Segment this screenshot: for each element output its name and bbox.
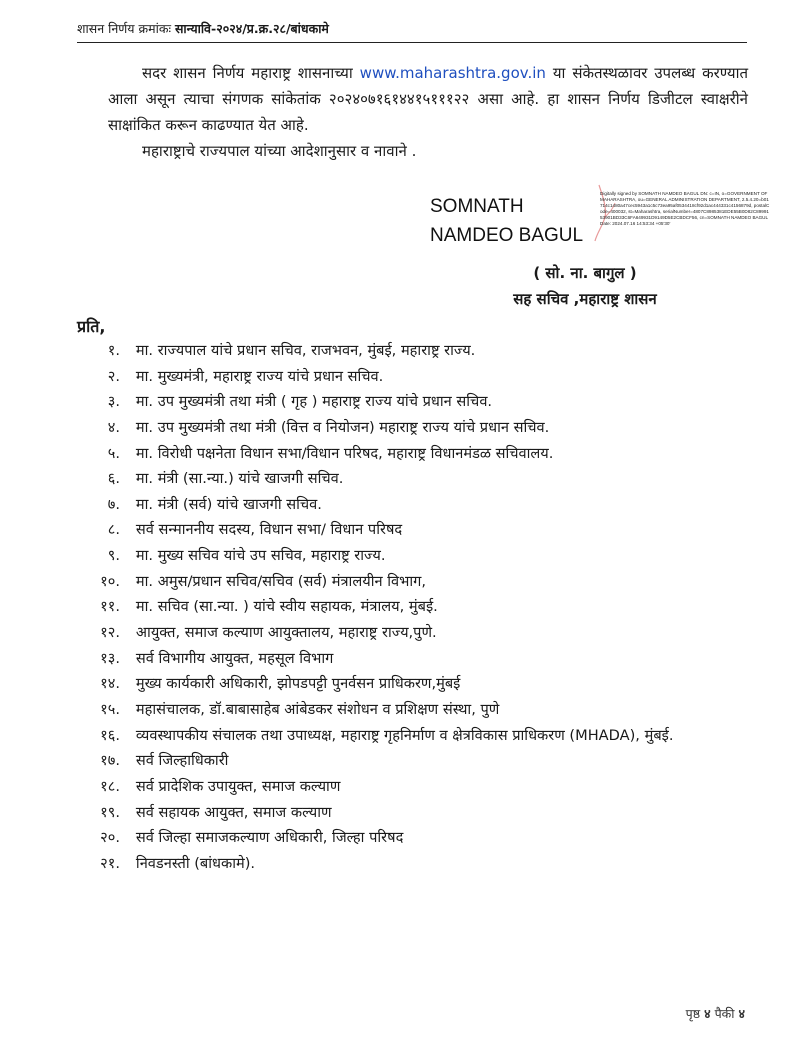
recipient-text: मा. मुख्यमंत्री, महाराष्ट्र राज्य यांचे प्रधान सचिव.: [135, 367, 384, 385]
recipient-text: मा. मंत्री (सर्व) यांचे खाजगी सचिव.: [135, 495, 322, 513]
recipient-item: [80, 338, 770, 364]
recipient-text: व्यवस्थापकीय संचालक तथा उपाध्यक्ष, महाराष्ट्र गृहनिर्माण व क्षेत्रविकास प्राधिकरण (MHADA), मुंबई.: [135, 726, 674, 744]
recipient-number: १७.: [100, 752, 120, 770]
recipient-text: सर्व सहायक आयुक्त, समाज कल्याण: [135, 803, 332, 821]
recipient-text: मा. विरोधी पक्षनेता विधान सभा/विधान परिषद, महाराष्ट्र विधानमंडळ सचिवालय.: [135, 444, 554, 462]
recipient-number: १४.: [100, 675, 120, 693]
page-label: पृष्ठ: [685, 1006, 705, 1021]
recipient-item: [80, 517, 770, 543]
recipient-number: ४.: [107, 418, 120, 436]
signatory-block: [480, 260, 690, 312]
recipient-item: [80, 364, 770, 390]
recipient-item: [80, 620, 770, 646]
digital-signature-details: Digitally signed by SOMNATH NAMDEO BAGUL DN: c=IN, o=GOVERNMENT OF MAHARASHTRA, ou=GENERAL ADMINISTRATION DEPARTMENT, 2.5.4.20=b01714c1480a47cec5943a1c5c73ea95af0534418cf92d1ac444331c4156879d, postalCode=400032, st=Maharashtra, serialNumber=4807C8985381EDE55B0D82C8999153901BD33C6FA649931D9149D5E2CBDCF56, cn=SOMNATH NAMDEO BAGUL Date: 2024.07.16 14:53:34 +05'30': [600, 191, 770, 226]
recipient-text: निवडनस्ती (बांधकामे).: [135, 854, 256, 872]
recipient-number: १०.: [100, 572, 120, 590]
recipient-text: मा. उप मुख्यमंत्री तथा मंत्री ( गृह ) महाराष्ट्र राज्य यांचे प्रधान सचिव.: [135, 393, 493, 411]
recipient-number: १९.: [100, 803, 120, 821]
recipient-number: ११.: [100, 598, 120, 616]
gr-number-label: शासन निर्णय क्रमांकः: [77, 21, 175, 36]
recipient-text: मा. मुख्य सचिव यांचे उप सचिव, महाराष्ट्र राज्य.: [135, 547, 386, 565]
recipient-number: ९.: [107, 547, 120, 565]
recipient-item: [80, 646, 770, 672]
recipient-number: ६.: [107, 470, 120, 488]
recipient-text: सर्व विभागीय आयुक्त, महसूल विभाग: [135, 649, 334, 667]
signature-name-line1: SOMNATH: [430, 196, 524, 217]
governor-order-line: महाराष्ट्राचे राज्यपाल यांच्या आदेशानुसार व नावाने .: [142, 142, 417, 160]
publication-note-start: सदर शासन निर्णय महाराष्ट्र शासनाच्या: [142, 64, 360, 82]
recipient-number: ७.: [107, 495, 120, 513]
recipient-text: मा. राज्यपाल यांचे प्रधान सचिव, राजभवन, मुंबई, महाराष्ट्र राज्य.: [135, 342, 476, 359]
recipient-number: २१.: [100, 854, 120, 872]
recipient-item: [80, 800, 770, 826]
recipient-item: [80, 851, 770, 877]
recipient-item: [80, 415, 770, 441]
recipient-number: १८.: [100, 777, 120, 795]
publication-note-end: या संकेतस्थळावर उपलब्ध करण्यात आला असून त्याचा संगणक सांकेतांक २०२४०७१६१४४१५१११२२ असा आहे. हा शासन निर्णय डिजीटल स्वाक्षरीने साक्षांकित करून काढण्यात येत आहे.: [108, 64, 748, 134]
recipient-number: ५.: [107, 444, 120, 462]
recipient-item: [80, 543, 770, 569]
recipient-text: सर्व जिल्हा समाजकल्याण अधिकारी, जिल्हा परिषद: [135, 829, 404, 847]
recipient-item: [80, 389, 770, 415]
recipient-text: मा. उप मुख्यमंत्री तथा मंत्री (वित्त व नियोजन) महाराष्ट्र राज्य यांचे प्रधान सचिव.: [135, 418, 550, 436]
recipient-text: मुख्य कार्यकारी अधिकारी, झोपडपट्टी पुनर्वसन प्राधिकरण,मुंबई: [135, 675, 461, 693]
recipient-number: ८.: [107, 521, 120, 539]
document-header: [77, 16, 747, 43]
recipient-text: मा. सचिव (सा.न्या. ) यांचे स्वीय सहायक, मंत्रालय, मुंबई.: [135, 598, 438, 616]
recipient-item: [80, 697, 770, 723]
recipient-text: आयुक्त, समाज कल्याण आयुक्तालय, महाराष्ट्र राज्य,पुणे.: [135, 624, 437, 642]
recipient-item: [80, 569, 770, 595]
recipient-text: सर्व सन्माननीय सदस्य, विधान सभा/ विधान परिषद: [135, 521, 403, 539]
recipient-item: [80, 774, 770, 800]
recipient-item: [80, 492, 770, 518]
recipient-item: [80, 748, 770, 774]
current-page: ४: [704, 1006, 711, 1021]
recipient-item: [80, 723, 770, 749]
recipient-item: [80, 594, 770, 620]
recipients-label: प्रति,: [77, 317, 106, 336]
recipient-text: मा. मंत्री (सा.न्या.) यांचे खाजगी सचिव.: [135, 470, 344, 488]
recipient-text: सर्व प्रादेशिक उपायुक्त, समाज कल्याण: [135, 777, 341, 795]
recipient-item: [80, 466, 770, 492]
recipient-item: [80, 825, 770, 851]
total-pages: ४: [738, 1006, 745, 1021]
page-footer: [686, 1005, 745, 1022]
signatory-name: ( सो. ना. बागुल ): [533, 264, 637, 282]
recipient-number: १२.: [100, 624, 120, 642]
recipient-number: १६.: [100, 726, 120, 744]
digital-signature-name: [430, 192, 600, 250]
recipients-list: [80, 338, 770, 876]
recipient-item: [80, 441, 770, 467]
page-of-label: पैकी: [710, 1006, 739, 1021]
recipient-item: [80, 671, 770, 697]
recipient-number: २०.: [100, 829, 120, 847]
recipient-number: १३.: [100, 649, 120, 667]
recipient-text: सर्व जिल्हाधिकारी: [135, 752, 229, 770]
recipient-number: ३.: [107, 393, 120, 411]
recipient-number: १५.: [100, 700, 120, 718]
recipient-text: महासंचालक, डॉ.बाबासाहेब आंबेडकर संशोधन व प्रशिक्षण संस्था, पुणे: [135, 700, 500, 718]
signatory-designation: सह सचिव ,महाराष्ट्र शासन: [513, 290, 657, 308]
publication-note: [108, 60, 748, 138]
gr-number-value: सान्यावि-२०२४/प्र.क्र.२८/बांधकामे: [174, 21, 329, 36]
signature-name-line2: NAMDEO BAGUL: [430, 225, 584, 246]
body-paragraph: [108, 60, 748, 164]
website-link[interactable]: www.maharashtra.gov.in: [359, 64, 546, 82]
recipient-number: १.: [107, 342, 120, 359]
recipient-number: २.: [107, 367, 120, 385]
recipient-text: मा. अमुस/प्रधान सचिव/सचिव (सर्व) मंत्रालयीन विभाग,: [135, 572, 427, 590]
